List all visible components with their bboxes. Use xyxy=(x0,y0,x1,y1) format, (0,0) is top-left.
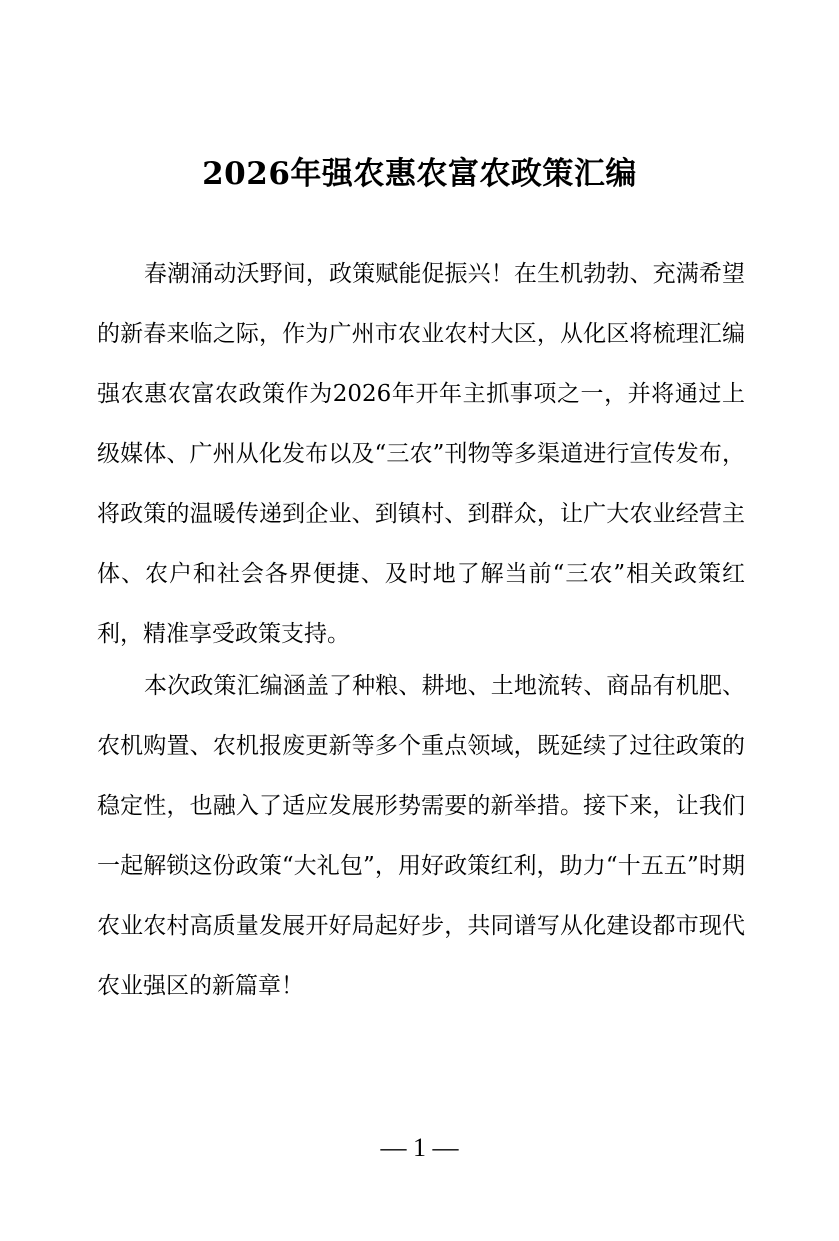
intro-paragraph: 春潮涌动沃野间，政策赋能促振兴！在生机勃勃、充满希望的新春来临之际，作为广州市农业农村大区，从化区将梳理汇编强农惠农富农政策作为2026年开年主抓事项之一，并将通过上级媒体、广州从化发布以及“三农”刊物等多渠道进行宣传发布，将政策的温暖传递到企业、到镇村、到群众，让广大农业经营主体、农户和社会各界便捷、及时地了解当前“三农”相关政策红利，精准享受政策支持。 xyxy=(97,261,745,647)
document-title: 2026年强农惠农富农政策汇编 xyxy=(202,156,637,192)
scope-paragraph: 本次政策汇编涵盖了种粮、耕地、土地流转、商品有机肥、农机购置、农机报废更新等多个重点领域，既延续了过往政策的稳定性，也融入了适应发展形势需要的新举措。接下来，让我们一起解锁这份政策“大礼包”，用好政策红利，助力“十五五”时期农业农村高质量发展开好局起好步，共同谱写从化建设都市现代农业强区的新篇章！ xyxy=(97,673,745,999)
page-number: — 1 — xyxy=(380,1133,459,1162)
